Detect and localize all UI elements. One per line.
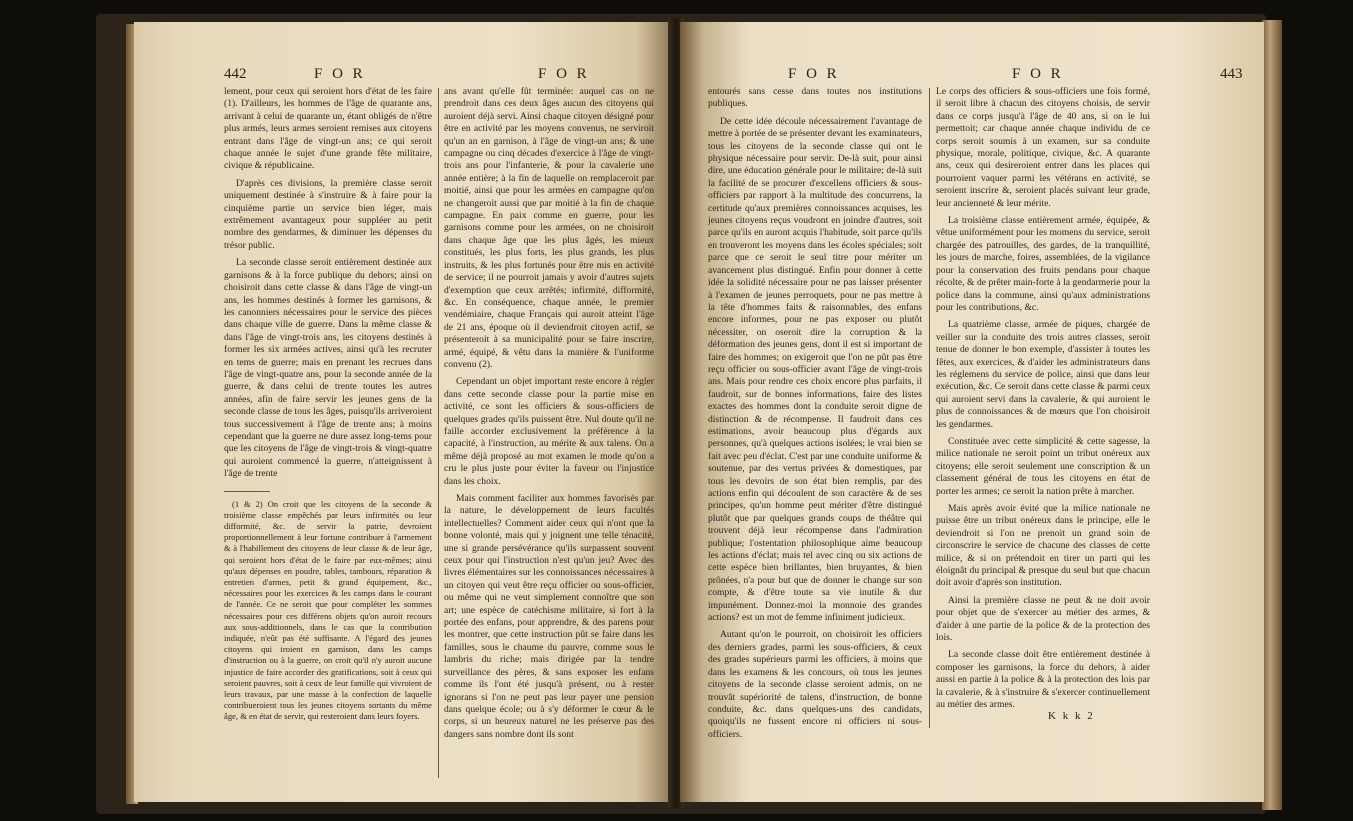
paragraph: lement, pour ceux qui seroient hors d'état de les faire (1). D'ailleurs, les hommes de l'âge de quarante ans, arrivant à celui de quarante un, étant obligés de n'être plus armés, leurs armes seroient remises aux citoyens entrant dans l'âge de vingt-un ans; ce qui seroit chaque année le sujet d'une grande fête militaire, civique & républicaine. [224,86,432,172]
left-page-number: 442 [224,66,247,82]
paragraph: Autant qu'on le pourroit, on choisiroit les officiers des derniers grades, parmi les sous-officiers, & ceux des grades supérieurs parmi les officiers, à moins que dans les examens & les concours, où tous les jeunes citoyens de la seconde classe seroient admis, on ne trouvât supériorité de talens, d'instruction, de bonne conduite, &c. dans quelques-uns des candidats, quoiqu'ils ne fussent encore ni officiers ni sous-officiers. [708,629,922,740]
right-column-1 [708,86,922,746]
left-running-head-col1: F O R [314,66,366,82]
paragraph: La quatrième classe, armée de piques, chargée de veiller sur la conduite des trois autres classes, seroit tenue de donner le bon exemple, d'assister à toutes les fêtes, aux exercices, & d'aider les administrateurs dans les réglemens du service de police, ainsi que dans leur exécution, &c. Ce seroit dans cette classe & parmi ceux qui auroient servi dans la cavalerie, & qui auroient le plus de connoissances & de mœurs que l'on choisiroit les gendarmes. [936,319,1150,430]
left-page [134,22,674,802]
left-column-2 [444,86,654,746]
right-page [680,22,1264,802]
paragraph: D'après ces divisions, la première classe seroit uniquement destinée à s'instruire & à faire pour la cinquième partie un service bien léger, mais extrêmement avantageux pour suppléer au petit nombre des gendarmes, & diminuer les dépenses du trésor public. [224,177,432,251]
footnote-text: (1 & 2) On croit que les citoyens de la seconde & troisième classe empêchés par leurs infirmités ou leur difformité, &c. de servir la patrie, devroient proportionnellement à leur fortune contribuer à l'armement & à l'habillement des citoyens de leur classe & de leur âge, qui seroient hors d'état de le faire par eux-mêmes; ainsi qu'aux dépenses en poudre, tables, tambours, réparation & entretien d'armes, petit & grand équipement, &c., nécessaires pour les exercices & les camps dans le courant de l'année. Ce ne seroit que pour compléter les sommes nécessaires pour ces différens objets qu'on auroit recours aux sous-additionnels, dans le cas que la contribution indiquée, n'eût pas été suffisante. A l'égard des jeunes citoyens qui iroient en garnison, dans les camps d'instruction ou à la guerre, on croit qu'il n'y auroit aucune injustice de faire accorder des gratifications, soit à ceux qui seroient pauvres, soit à ceux de leur famille qui vivroient de leurs travaux, par une masse à la confection de laquelle contribueroient tous les jeunes citoyens sortants du même âge, & en état de servir, qui resteroient dans leurs foyers. [224,498,432,722]
signature-mark: K k k 2 [1048,710,1095,722]
left-column-1 [224,86,432,728]
paragraph: Mais comment faciliter aux hommes favorisés par la nature, le développement de leurs facultés intellectuelles? Comment aider ceux qui n'ont que la bonne volonté, mais qui y joignent une telle ténacité, une si grande persévérance qu'ils surpassent souvent ceux pour qui l'instruction n'est qu'un jeu? Avec des livres élémentaires sur les connoissances nécessaires à un citoyen qui veut être reçu officier ou sous-officier, ou même qui ne veut simplement connoître que son art; une espèce de catéchisme militaire, si fort à la portée des enfans, pour apprendre, & des parens pour les montrer, que cette instruction pût se faire dans les familles, sous le chaume du pauvre, comme sous le lambris du riche; mais dirigée par la tendre surveillance des pères, & sans exposer les enfans comme ils l'ont été jusqu'à présent, ou à rester ignorans si l'on ne peut pas leur payer une pension dans quelque école; ou à s'y déformer le cœur & le corps, si un heureux naturel ne les préserve pas des dangers sans nombre dont ils sont [444,493,654,740]
left-running-head-col2: F O R [538,66,590,82]
paragraph: Ainsi la première classe ne peut & ne doit avoir pour objet que de s'exercer au métier des armes, & d'aider à une partie de la police & de la protection des lois. [936,594,1150,644]
right-running-head-col2: F O R [1012,66,1064,82]
paragraph: La seconde classe seroit entièrement destinée aux garnisons & à la force publique du dehors; ainsi on choisiroit dans cette classe & dans l'âge de vingt-un ans, les hommes destinés à former les garnisons, & les canonniers nécessaires pour le service des pièces dans chaque ville de guerre. Dans la même classe & dans l'âge de vingt-trois ans, les citoyens destinés à former les six armées actives, ainsi qu'à les recruter en tems de guerre; mais en prenant les recrues dans l'âge de vingt-quatre ans, pour la seconde année de la guerre, & dans celui de trente toutes les autres années, afin de faire servir les jeunes gens de la seconde classe de tous les âges, puisqu'ils arriveroient tous successivement à l'âge de trente ans; à moins cependant que la guerre ne dure assez long-tems pour que les citoyens de l'âge de vingt-trois & vingt-quatre qui auroient commencé la guerre, n'atteignissent à l'âge de trente [224,257,432,480]
right-page-number: 443 [1220,66,1243,82]
paragraph: ans avant qu'elle fût terminée: auquel cas on ne prendroit dans ces deux âges aucun des citoyens qui auroient déjà servi. Ainsi chaque citoyen désigné pour être en activité par les moyens convenus, ne serviroit qu'un an en garnison, à l'âge de vingt-un ans; & une campagne ou cinq décades d'exercice à l'âge de vingt-trois ans pour l'infanterie, & pour la cavalerie une année entière; à la fin de laquelle on remplaceroit par moitié, ainsi que pour les armées en campagne qu'on ne changeroit aussi que par moitié à la fin de chaque campagne. En paix comme en guerre, pour les garnisons comme pour les armées, on ne choisiroit dans chaque âge que les plus âgés, les mieux constitués, les plus forts, les plus grands, les plus instruits, & les plus fortunés pour être mis en activité de service; il ne pourroit jamais y avoir d'autres sujets d'exemption que ceux arrêtés; infirmité, difformité, &c. En conséquence, chaque année, le premier vendémiaire, chaque Français qui auroit atteint l'âge de 21 ans, époque où il deviendroit citoyen actif, se présenteroit à sa municipalité pour se faire inscrire, armé, équipé, & vêtu dans la manière & l'uniforme convenu (2). [444,86,654,370]
right-column-2 [936,86,1150,717]
paragraph: entourés sans cesse dans toutes nos institutions publiques. [708,86,922,110]
column-divider [929,88,930,728]
footnote-rule [224,491,270,492]
footnote [224,499,432,723]
column-divider [438,88,439,778]
right-page-edges [1262,20,1282,810]
right-running-head-col1: F O R [788,66,840,82]
paragraph: La seconde classe doit être entièrement destinée à composer les garnisons, la force du dehors, à aider aussi en partie à la police & à la protection des lois par la cavalerie, & à s'instruire & s'exercer continuellement au métier des armes. [936,649,1150,711]
paragraph: Constituée avec cette simplicité & cette sagesse, la milice nationale ne seroit point un tribut onéreux aux citoyens; elle seroit seulement une conscription & un classement général de tous les citoyens en état de porter les armes; ce seroit la nation prête à marcher. [936,435,1150,497]
paragraph: Cependant un objet important reste encore à régler dans cette seconde classe pour la partie mise en activité, ce sont les officiers & sous-officiers de quelques grades qu'ils puissent être. Nul doute qu'il ne faille accorder exclusivement la préférence à la capacité, à l'instruction, au mérite & aux talens. On a même déjà proposé au mot examen le mode qu'on a cru le plus juste pour éviter la faveur ou l'injustice dans les choix. [444,376,654,487]
paragraph: Le corps des officiers & sous-officiers une fois formé, il seroit libre à chacun des citoyens choisis, de servir dans ce corps jusqu'à l'âge de 40 ans, si on le lui permettoit; car chaque année chaque individu de ce corps seroit soumis à un examen, sur sa conduite physique, morale, politique, civique, &c. A quarante ans, ceux qui desireroient entrer dans les places qui pourroient vaquer parmi les vétérans en activité, se seroient inscrire &, seroient placés suivant leur grade, leur ancienneté & leur mérite. [936,86,1150,209]
paragraph: De cette idée découle nécessairement l'avantage de mettre à portée de se présenter devant les examinateurs, tous les citoyens de la seconde classe qui ont le physique nécessaire pour servir. De-là suit, pour ainsi dire, une éducation générale pour le militaire; de-là suit la facilité de se procurer d'excellens officiers & sous-officiers par rapport à la multitude des concurrens, la certitude qu'aux premières connoissances acquises, les jeunes citoyens reçus voudront en joindre d'autres, soit parce qu'ils en auront acquis l'habitude, soit parce qu'ils en trouveront les moyens dans les écoles spéciales; soit parce que ce seroit le seul titre pour mériter un avancement plus distingué. Enfin pour donner à cette idée la solidité nécessaire pour ne pas laisser présenter à l'examen de jeunes perroquets, pour ne pas mettre à la tête d'hommes faits & raisonnables, des enfans encore informes, pour ne pas exposer ou plutôt nécessiter, on oseroit dire la corruption & la déformation des jeunes gens, dont il est si important de faire des hommes; on exigeroit que l'on ne pût pas être reçu officier ou sous-officier avant l'âge de vingt-trois ans. Mais pour rendre ces choix encore plus parfaits, il faudroit, sur de bonnes informations, faire des listes exactes des hommes dont la conduite seroit digne de distinction & de récompense. Il faudroit dans ces estimations, avoir beaucoup plus d'égards aux personnes, qu'à quelques actions isolées; le vrai bien se fait avec peu d'éclat. C'est par une conduite uniforme & soutenue, par des vertus privées & domestiques, par tous les devoirs de son état bien remplis, par des actions enfin qui découlent de son caractère & de ses principes, qu'un homme peut mériter d'être distingué plutôt que par quelques grands coups de théâtre qui trouvent déjà leur récompense dans l'admiration publique; l'ostentation philosophique aime beaucoup les actions d'éclat; mais tel avec cinq ou six actions de cette espèce bien brillantes, bien bruyantes, & bien prônées, n'a pour but que de donner le change sur son compte, & d'être toute sa vie inutile & dur impunément. Donnez-moi la monnoie des grandes actions? est un mot de femme infiniment judicieux. [708,115,922,624]
paragraph: La troisième classe entièrement armée, équipée, & vêtue uniformément pour les momens du service, seroit chargée des patrouilles, des gardes, de la tranquillité, les jours de marche, foires, assemblées, de la vigilance pour la conservation des fruits pendans pour chaque récolte, & de prêter main-forte à la gendarmerie pour la police dans la commune, ainsi qu'aux administrations pour les contributions, &c. [936,215,1150,313]
paragraph: Mais après avoir évité que la milice nationale ne puisse être un tribut onéreux dans le principe, elle le deviendroit si l'on ne prenoit un grand soin de circonscrire le service de chacune des classes de cette milice, & si on prétendoit en tirer un parti qui les éloignât du principal & presque du seul but que chacun doit avoir d'après son institution. [936,503,1150,589]
